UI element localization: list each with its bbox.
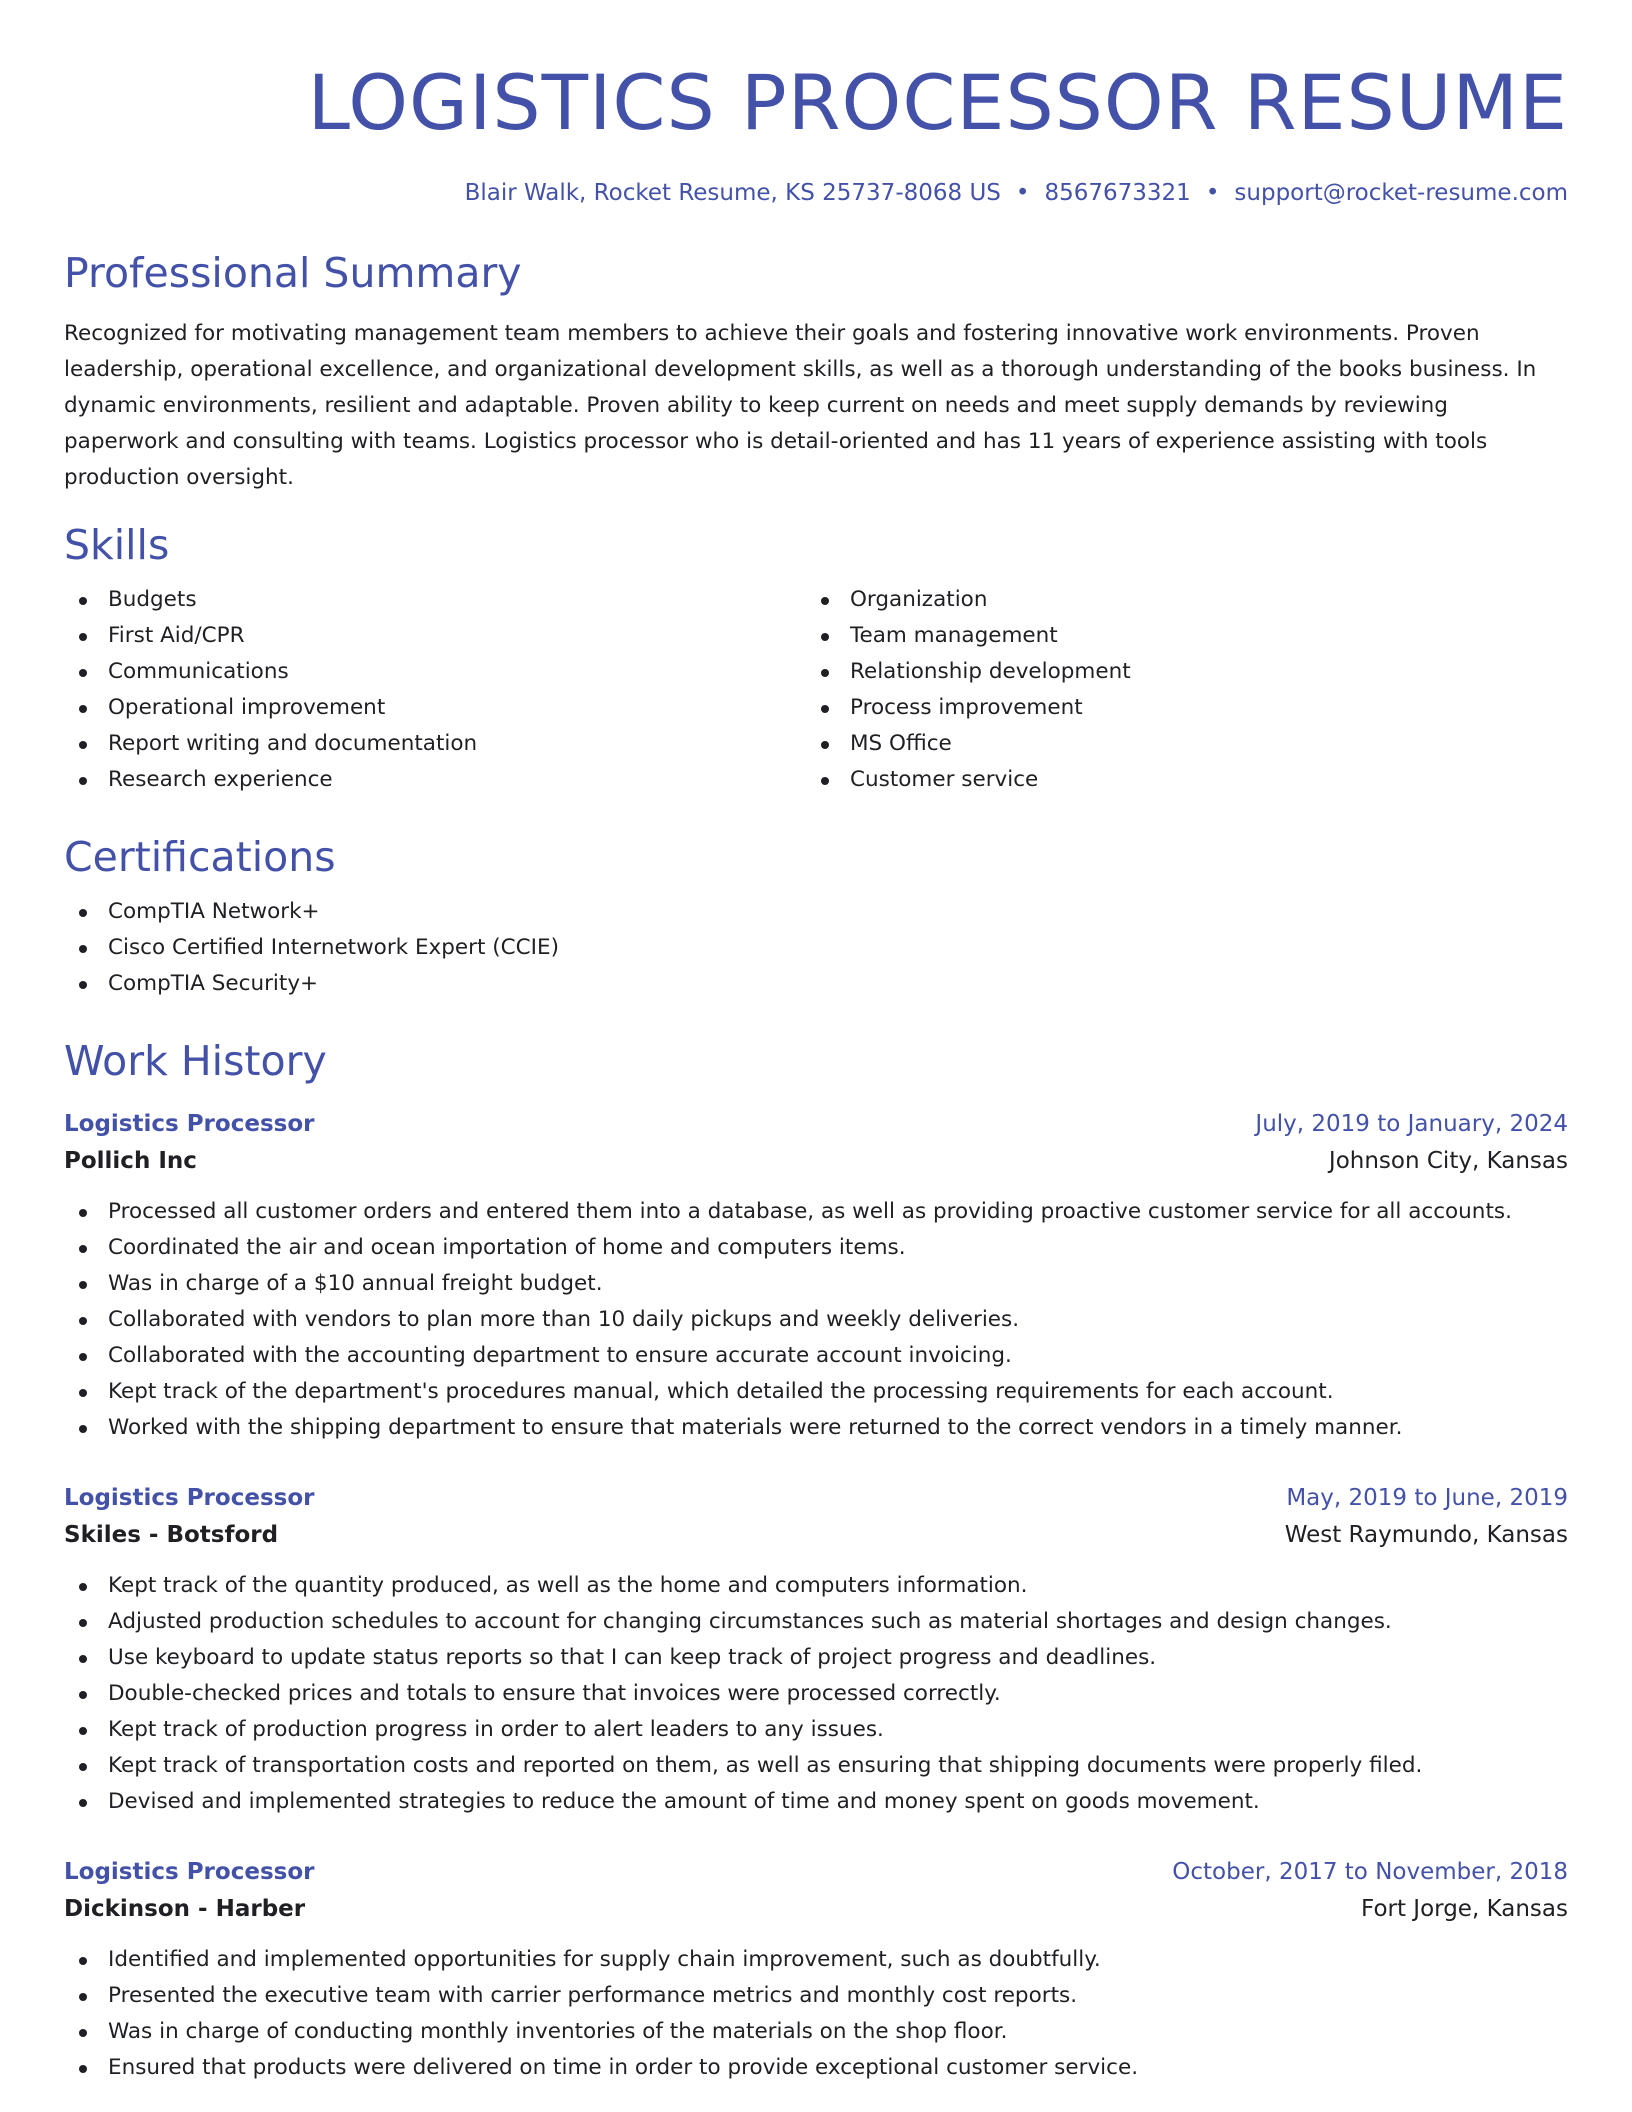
job-dates: May, 2019 to June, 2019	[1286, 1485, 1568, 1511]
skill-item: Process improvement	[806, 690, 1548, 726]
job-duty-item: Collaborated with vendors to plan more than 10 daily pickups and weekly deliveries.	[64, 1302, 1568, 1338]
job-duty-item: Double-checked prices and totals to ensure that invoices were processed correctly.	[64, 1676, 1568, 1712]
job-location: West Raymundo, Kansas	[1284, 1522, 1568, 1548]
skill-item: Research experience	[64, 762, 806, 798]
skill-item: First Aid/CPR	[64, 618, 806, 654]
job-duty-item: Presented the executive team with carrier performance metrics and monthly cost reports.	[64, 1978, 1568, 2014]
contact-separator: •	[1015, 180, 1030, 206]
professional-summary-section	[64, 248, 1568, 496]
skill-item: MS Office	[806, 726, 1548, 762]
certifications-section	[64, 832, 1568, 1002]
job-title-row	[64, 1854, 1568, 1890]
resume-page	[64, 0, 1568, 2086]
job-title: Logistics Processor	[64, 1859, 315, 1885]
job-duty-item: Kept track of transportation costs and reported on them, as well as ensuring that shipping documents were properly filed.	[64, 1748, 1568, 1784]
certification-item: Cisco Certified Internetwork Expert (CCIE)	[64, 930, 1568, 966]
skills-section	[64, 520, 1568, 798]
resume-header	[64, 58, 1568, 208]
section-heading: Skills	[64, 521, 170, 569]
job-duty-item: Coordinated the air and ocean importation of home and computers items.	[64, 1230, 1568, 1266]
skill-item: Customer service	[806, 762, 1548, 798]
summary-text: Recognized for motivating management team members to achieve their goals and fostering innovative work environments. Proven leadership, operational excellence, and organizational development skills, as well as a thorough understanding of the books business. In dynamic environments, resilient and adaptable. Proven ability to keep current on needs and meet supply demands by reviewing paperwork and consulting with teams. Logistics processor who is detail-oriented and has 11 years of experience assisting with tools production oversight.	[64, 321, 1537, 490]
job-company-row	[64, 1516, 1568, 1554]
job-title: Logistics Processor	[64, 1111, 315, 1137]
job-entry	[64, 1480, 1568, 1820]
job-duty-item: Use keyboard to update status reports so that I can keep track of project progress and deadlines.	[64, 1640, 1568, 1676]
skills-columns	[64, 582, 1568, 798]
job-duty-item: Processed all customer orders and entered them into a database, as well as providing proactive customer service for all accounts.	[64, 1194, 1568, 1230]
skill-item: Organization	[806, 582, 1548, 618]
contact-line	[64, 178, 1568, 208]
job-duty-item: Adjusted production schedules to account for changing circumstances such as material shortages and design changes.	[64, 1604, 1568, 1640]
contact-address: Blair Walk, Rocket Resume, KS 25737-8068 US	[464, 180, 1001, 206]
job-company: Dickinson - Harber	[64, 1896, 306, 1922]
work-history-section	[64, 1036, 1568, 2086]
skill-item: Team management	[806, 618, 1548, 654]
resume-title: LOGISTICS PROCESSOR RESUME	[307, 58, 1568, 147]
job-company-row	[64, 1890, 1568, 1928]
job-duty-item: Identified and implemented opportunities for supply chain improvement, such as doubtfully.	[64, 1942, 1568, 1978]
job-duty-item: Ensured that products were delivered on time in order to provide exceptional customer service.	[64, 2050, 1568, 2086]
skill-item: Relationship development	[806, 654, 1548, 690]
job-duties-list	[64, 1942, 1568, 2086]
job-company: Skiles - Botsford	[64, 1522, 279, 1548]
job-duty-item: Kept track of the quantity produced, as well as the home and computers information.	[64, 1568, 1568, 1604]
job-duties-list	[64, 1568, 1568, 1820]
skills-list-right	[806, 582, 1548, 798]
job-duty-item: Kept track of the department's procedures manual, which detailed the processing requirements for each account.	[64, 1374, 1568, 1410]
job-company: Pollich Inc	[64, 1148, 197, 1174]
job-title-row	[64, 1106, 1568, 1142]
contact-email: support@rocket-resume.com	[1234, 180, 1568, 206]
job-dates: October, 2017 to November, 2018	[1172, 1859, 1568, 1885]
skill-item: Budgets	[64, 582, 806, 618]
job-location: Fort Jorge, Kansas	[1361, 1896, 1568, 1922]
skills-list-left	[64, 582, 806, 798]
job-duties-list	[64, 1194, 1568, 1446]
job-dates: July, 2019 to January, 2024	[1255, 1111, 1568, 1137]
job-company-row	[64, 1142, 1568, 1180]
section-heading: Professional Summary	[64, 249, 522, 297]
contact-phone: 8567673321	[1044, 180, 1191, 206]
certification-item: CompTIA Network+	[64, 894, 1568, 930]
job-duty-item: Devised and implemented strategies to reduce the amount of time and money spent on goods movement.	[64, 1784, 1568, 1820]
section-heading: Work History	[64, 1037, 327, 1085]
contact-separator: •	[1205, 180, 1220, 206]
job-duty-item: Worked with the shipping department to ensure that materials were returned to the correct vendors in a timely manner.	[64, 1410, 1568, 1446]
job-entry	[64, 1106, 1568, 1446]
job-title-row	[64, 1480, 1568, 1516]
skill-item: Report writing and documentation	[64, 726, 806, 762]
certification-item: CompTIA Security+	[64, 966, 1568, 1002]
job-entry	[64, 1854, 1568, 2086]
skill-item: Operational improvement	[64, 690, 806, 726]
job-duty-item: Was in charge of a $10 annual freight budget.	[64, 1266, 1568, 1302]
job-duty-item: Kept track of production progress in order to alert leaders to any issues.	[64, 1712, 1568, 1748]
skill-item: Communications	[64, 654, 806, 690]
job-duty-item: Was in charge of conducting monthly inventories of the materials on the shop floor.	[64, 2014, 1568, 2050]
job-duty-item: Collaborated with the accounting department to ensure accurate account invoicing.	[64, 1338, 1568, 1374]
certifications-list	[64, 894, 1568, 1002]
job-title: Logistics Processor	[64, 1485, 315, 1511]
job-location: Johnson City, Kansas	[1328, 1148, 1568, 1174]
section-heading: Certifications	[64, 833, 336, 881]
